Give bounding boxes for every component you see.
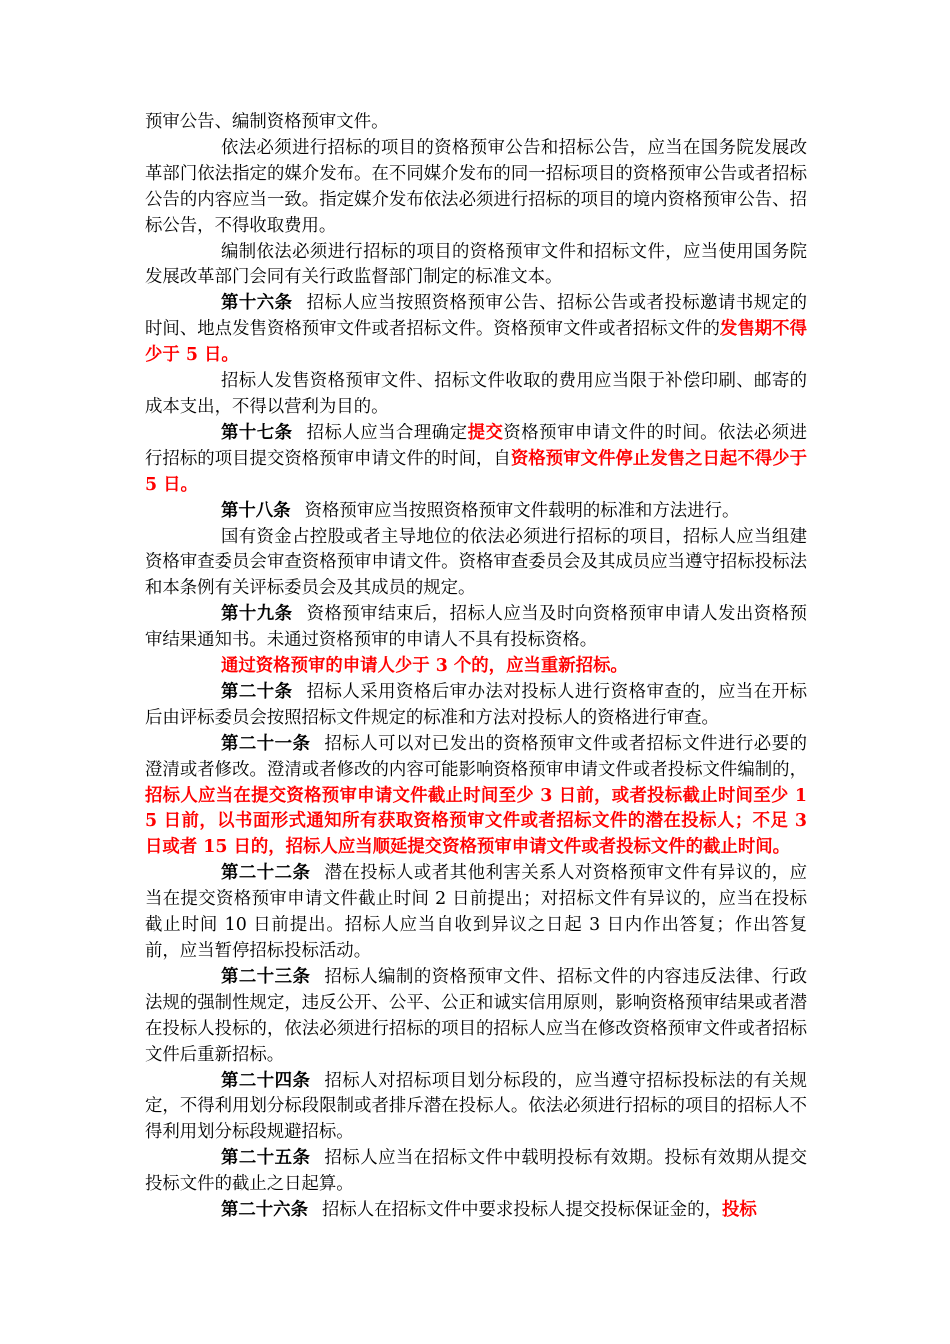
- paragraph-p9: [145, 602, 807, 654]
- body-text: 资格预审申请文件的时间。依法必须进行招标的项目提交资格预审申请文件的时间，自: [145, 422, 807, 469]
- body-text: 资格预审应当按照资格预审文件载明的标准和方法进行。: [304, 500, 740, 521]
- body-text: 潜在投标人或者其他利害关系人对资格预审文件有异议的，应当在提交资格预审申请文件截止时间 2 日前提出；对招标文件有异议的，应当在投标截止时间 10 日前提出。招标人应当自收到异议之日起 3 日内作出答复；作出答复前，应当暂停招标投标活动。: [145, 863, 807, 961]
- highlighted-text: 资格预审文件停止发售之日起不得少于 5 日。: [145, 448, 807, 495]
- article-number: 第二十三条: [221, 966, 311, 987]
- paragraph-p16: [145, 1146, 807, 1198]
- highlighted-text: 发售期不得少于 5 日。: [145, 319, 807, 366]
- article-number: 第十九条: [221, 604, 293, 625]
- article-number: 第十六条: [221, 293, 293, 314]
- paragraph-p12: [145, 732, 807, 862]
- paragraph-p14: [145, 965, 807, 1069]
- body-text: 国有资金占控股或者主导地位的依法必须进行招标的项目，招标人应当组建资格审查委员会审查资格预审申请文件。资格审查委员会及其成员应当遵守招标投标法和本条例有关评标委员会及其成员的规定。: [145, 526, 807, 599]
- paragraph-p11: [145, 680, 807, 732]
- paragraph-p6: [145, 421, 807, 499]
- highlighted-text: 招标人应当在提交资格预审申请文件截止时间至少 3 日前，或者投标截止时间至少 15 日前，以书面形式通知所有获取资格预审文件或者招标文件的潜在投标人；不足 3 日或者 15 日的，招标人应当顺延提交资格预审申请文件或者投标文件的截止时间。: [145, 785, 807, 858]
- article-number: 第二十四条: [221, 1070, 311, 1091]
- body-text: 资格预审结束后，招标人应当及时向资格预审申请人发出资格预审结果通知书。未通过资格预审的申请人不具有投标资格。: [145, 604, 807, 651]
- paragraph-p13: [145, 861, 807, 965]
- article-number: 第十八条: [221, 500, 291, 521]
- body-text: 依法必须进行招标的项目的资格预审公告和招标公告，应当在国务院发展改革部门依法指定的媒介发布。在不同媒介发布的同一招标项目的资格预审公告或者招标公告的内容应当一致。指定媒介发布依法必须进行招标的项目的境内资格预审公告、招标公告，不得收取费用。: [145, 137, 807, 236]
- article-number: 第二十条: [221, 681, 293, 702]
- paragraph-p10: [145, 654, 807, 680]
- body-text: 招标人编制的资格预审文件、招标文件的内容违反法律、行政法规的强制性规定，违反公开、公平、公正和诚实信用原则，影响资格预审结果或者潜在投标人投标的，依法必须进行招标的项目的招标人应当在修改资格预审文件或者招标文件后重新招标。: [145, 966, 807, 1065]
- highlighted-text: 投标: [721, 1200, 757, 1221]
- article-number: 第二十二条: [221, 863, 311, 884]
- body-text: 预审公告、编制资格预审文件。: [145, 112, 389, 132]
- paragraph-p2: [145, 136, 807, 240]
- body-text: 招标人可以对已发出的资格预审文件或者招标文件进行必要的澄清或者修改。澄清或者修改的内容可能影响资格预审申请文件或者投标文件编制的，: [145, 733, 807, 780]
- highlighted-text: 提交: [467, 422, 504, 443]
- article-number: 第二十五条: [221, 1148, 311, 1169]
- document-page: [145, 110, 807, 1224]
- body-text: 招标人发售资格预审文件、招标文件收取的费用应当限于补偿印刷、邮寄的成本支出，不得以营利为目的。: [145, 371, 807, 417]
- paragraph-p4: [145, 291, 807, 369]
- highlighted-text: 通过资格预审的申请人少于 3 个的，应当重新招标。: [221, 656, 628, 677]
- body-text: 招标人采用资格后审办法对投标人进行资格审查的，应当在开标后由评标委员会按照招标文件规定的标准和方法对投标人的资格进行审查。: [145, 681, 807, 728]
- paragraph-p1: [145, 110, 807, 136]
- body-text: 招标人应当合理确定: [306, 422, 468, 443]
- article-number: 第二十六条: [221, 1200, 308, 1221]
- paragraph-p15: [145, 1069, 807, 1147]
- paragraph-p17: [145, 1198, 807, 1224]
- article-number: 第十七条: [221, 422, 293, 443]
- body-text: 编制依法必须进行招标的项目的资格预审文件和招标文件，应当使用国务院发展改革部门会同有关行政监督部门制定的标准文本。: [145, 241, 807, 288]
- paragraph-p7: [145, 499, 807, 525]
- paragraph-p8: [145, 525, 807, 603]
- body-text: 招标人应当在招标文件中载明投标有效期。投标有效期从提交投标文件的截止之日起算。: [145, 1148, 807, 1195]
- article-number: 第二十一条: [221, 733, 311, 754]
- body-text: 招标人应当按照资格预审公告、招标公告或者投标邀请书规定的时间、地点发售资格预审文件或者招标文件。资格预审文件或者招标文件的: [145, 293, 807, 340]
- body-text: 招标人在招标文件中要求投标人提交投标保证金的，: [321, 1200, 722, 1221]
- paragraph-p3: [145, 240, 807, 292]
- paragraph-p5: [145, 369, 807, 421]
- body-text: 招标人对招标项目划分标段的，应当遵守招标投标法的有关规定，不得利用划分标段限制或者排斥潜在投标人。依法必须进行招标的项目的招标人不得利用划分标段规避招标。: [145, 1070, 807, 1143]
